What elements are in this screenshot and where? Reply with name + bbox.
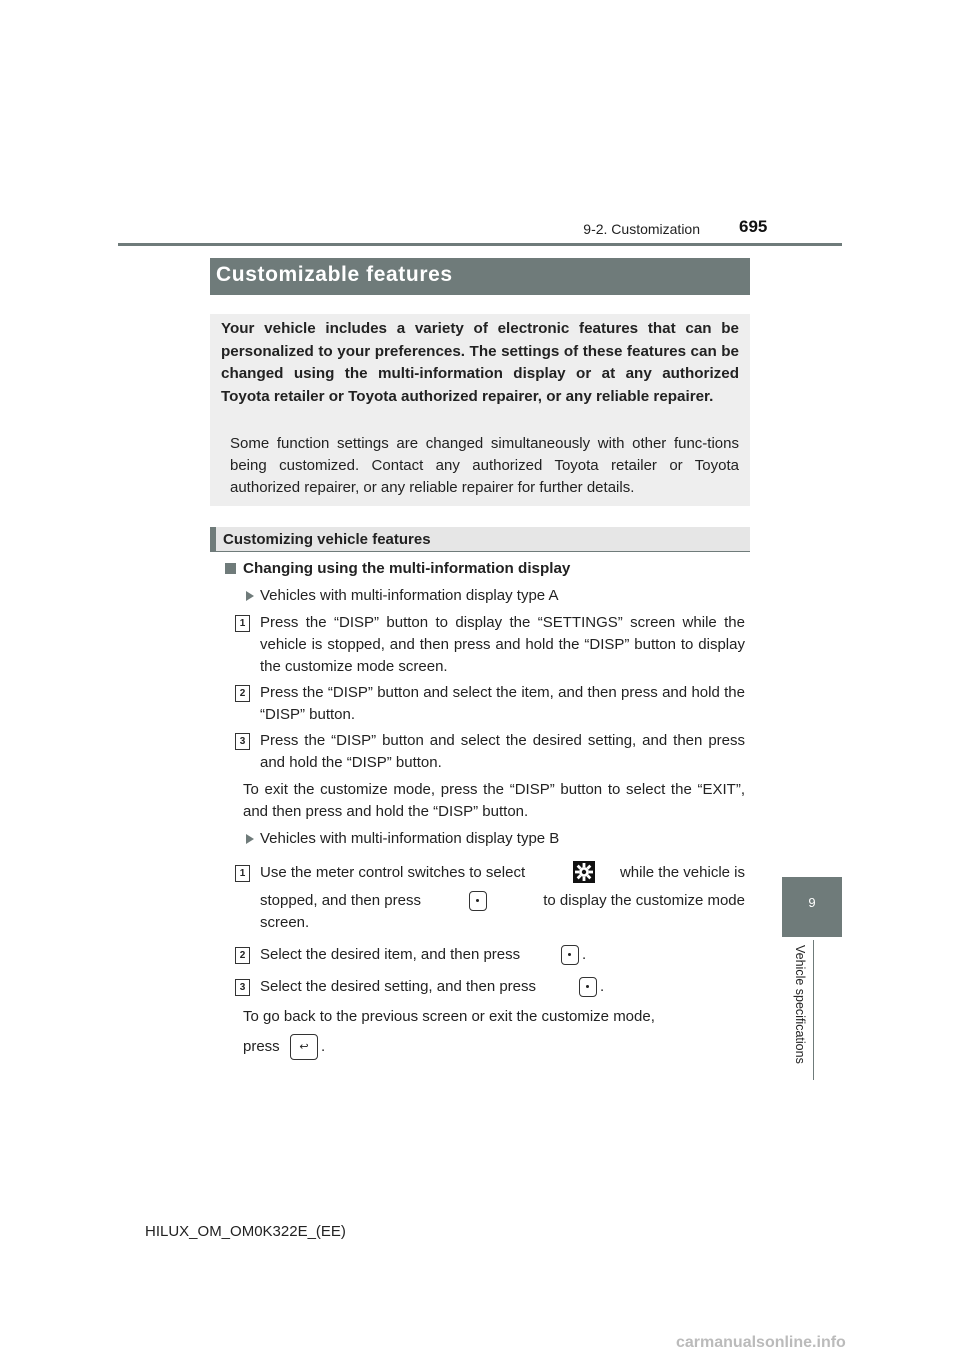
step-number: 1 bbox=[235, 865, 250, 882]
type-b-step-1-part-a: Use the meter control switches to select bbox=[260, 864, 526, 881]
section-heading: Changing using the multi-information display bbox=[243, 560, 571, 577]
sentence-period: . bbox=[600, 978, 605, 995]
gear-icon bbox=[573, 861, 595, 883]
type-a-step-2: Press the “DISP” button and select the item, and then press and hold the “DISP” button. bbox=[260, 684, 745, 723]
sentence-period: . bbox=[321, 1038, 326, 1055]
section-breadcrumb: 9-2. Customization bbox=[583, 221, 700, 237]
document-code: HILUX_OM_OM0K322E_(EE) bbox=[145, 1223, 346, 1240]
type-b-step-1-part-c: stopped, and then press bbox=[260, 892, 421, 909]
type-b-back-note: To go back to the previous screen or exit the customize mode, bbox=[243, 1008, 655, 1025]
subsection-bar bbox=[210, 527, 750, 552]
step-number: 2 bbox=[235, 685, 250, 702]
back-button-icon: ↩ bbox=[290, 1034, 318, 1060]
type-b-step-1-part-e: screen. bbox=[260, 914, 310, 931]
page-title-bar bbox=[210, 258, 750, 295]
intro-summary: Your vehicle includes a variety of electronic features that can be personalized to your preferences. The settings of these features can be changed using the multi-information display or at any authorized Toyota retailer or Toyota authorized repairer, or any reliable repairer. bbox=[221, 320, 739, 405]
step-number: 1 bbox=[235, 615, 250, 632]
intro-box bbox=[210, 314, 750, 506]
type-a-step-1: Press the “DISP” button to display the “SETTINGS” screen while the vehicle is stopped, and then press and hold the “DISP” button to display the customize mode screen. bbox=[260, 614, 745, 675]
triangle-bullet-icon bbox=[246, 834, 254, 844]
step-number: 3 bbox=[235, 979, 250, 996]
chapter-rule bbox=[813, 940, 814, 1080]
subsection-rule bbox=[210, 551, 750, 552]
ok-button-icon bbox=[561, 945, 579, 965]
type-b-label: Vehicles with multi-information display type B bbox=[260, 830, 560, 847]
step-number: 3 bbox=[235, 733, 250, 750]
chapter-tab: 9 bbox=[782, 877, 842, 937]
header-rule bbox=[118, 243, 842, 246]
sentence-period: . bbox=[582, 946, 587, 963]
intro-note: Some function settings are changed simultaneously with other func-tions being customized. Contact any authorized Toyota retailer or Toyota authorized repairer, or any reliable repairer for further details. bbox=[230, 435, 739, 496]
ok-button-icon bbox=[469, 891, 487, 911]
subsection-title: Customizing vehicle features bbox=[223, 531, 431, 548]
page-title: Customizable features bbox=[216, 263, 453, 286]
chapter-title: Vehicle specifications bbox=[793, 945, 807, 1064]
type-b-step-3: Select the desired setting, and then press bbox=[260, 978, 537, 995]
triangle-bullet-icon bbox=[246, 591, 254, 601]
type-b-step-1-part-d: to display the customize mode bbox=[543, 892, 745, 909]
type-a-step-3: Press the “DISP” button and select the desired setting, and then press and hold the “DISP” button. bbox=[260, 732, 745, 771]
page-number: 695 bbox=[739, 217, 768, 236]
type-a-label: Vehicles with multi-information display type A bbox=[260, 587, 559, 604]
type-b-step-1-part-b: while the vehicle is bbox=[619, 864, 745, 881]
square-bullet-icon bbox=[225, 563, 236, 574]
step-number: 2 bbox=[235, 947, 250, 964]
ok-button-icon bbox=[579, 977, 597, 997]
type-a-exit-note: To exit the customize mode, press the “DISP” button to select the “EXIT”, and then press and hold the “DISP” button. bbox=[243, 781, 745, 820]
watermark: carmanualsonline.info bbox=[676, 1334, 846, 1351]
type-b-back-press: press bbox=[243, 1038, 280, 1055]
type-b-step-2: Select the desired item, and then press bbox=[260, 946, 521, 963]
